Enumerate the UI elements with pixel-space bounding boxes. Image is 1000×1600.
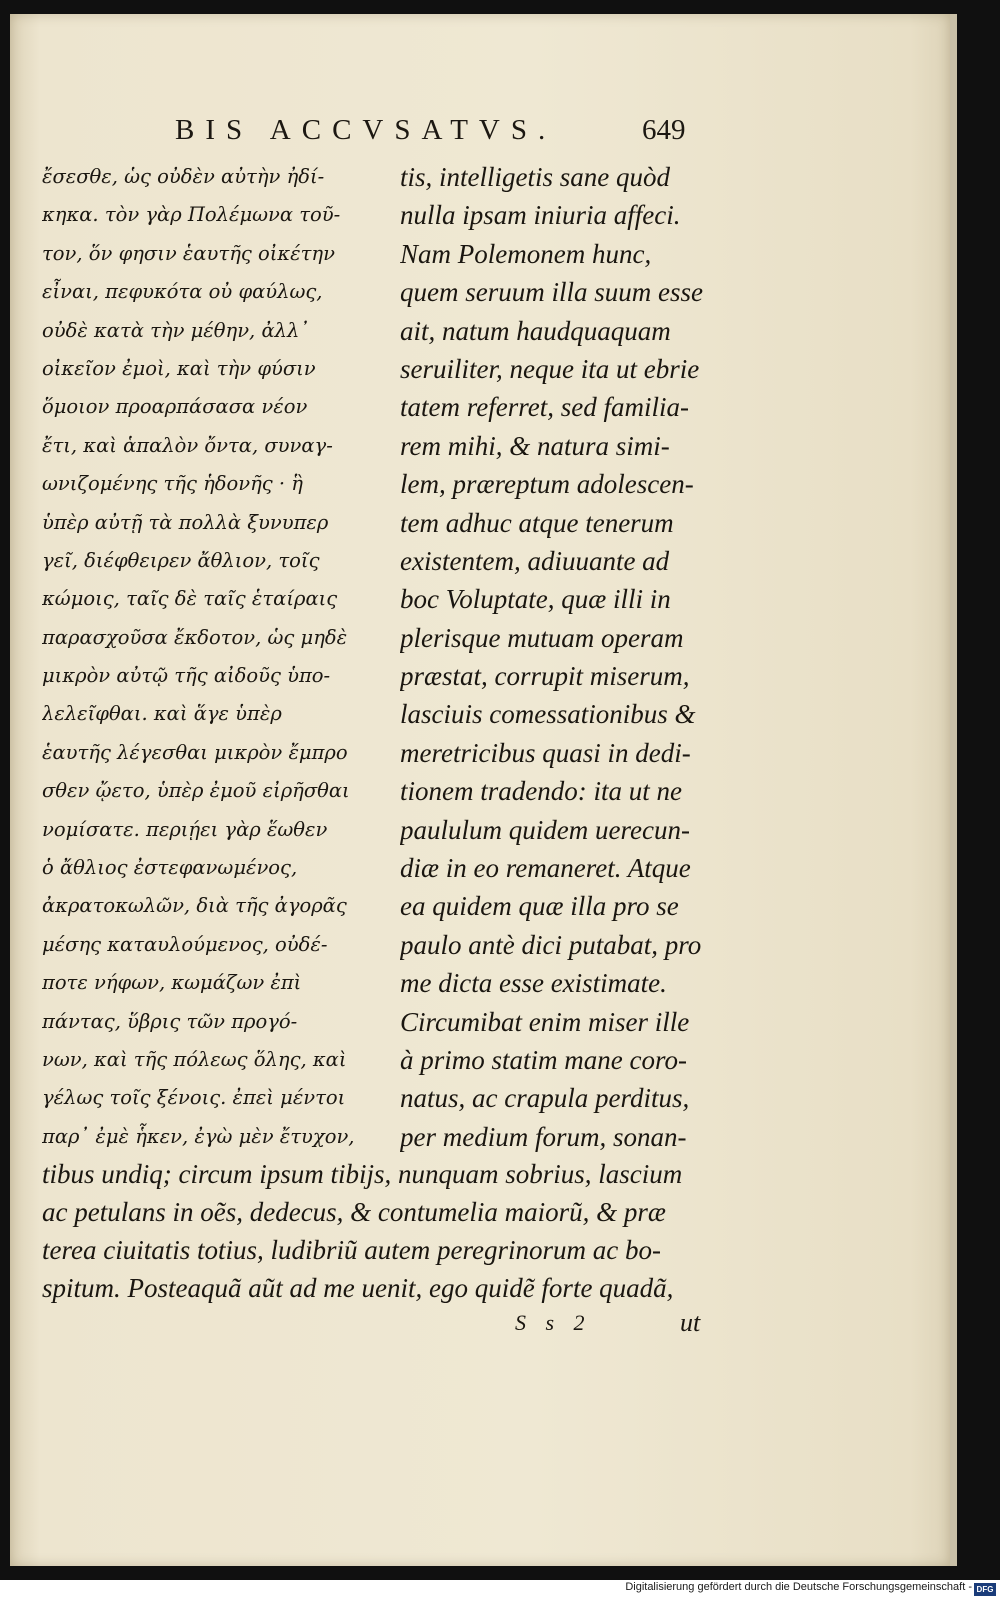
latin-text-line: lasciuis comessationibus & bbox=[400, 699, 696, 730]
latin-text-line: per medium forum, sonan- bbox=[400, 1121, 687, 1152]
full-width-text-line: ac petulans in oẽs, dedecus, & contumelia maiorũ, & præ bbox=[42, 1197, 666, 1227]
greek-text-line: ἔτι, καὶ ἁπαλὸν ὄντα, συναγ- bbox=[42, 433, 333, 457]
greek-text-line: ὑπὲρ αὐτῇ τὰ πολλὰ ξυνυπερ bbox=[42, 510, 329, 534]
greek-text-line: ποτε νήφων, κωμάζων ἐπὶ bbox=[42, 971, 302, 995]
greek-text-line: νων, καὶ τῆς πόλεως ὅλης, καὶ bbox=[42, 1047, 347, 1071]
greek-text-line: παρ᾽ ἐμὲ ἧκεν, ἐγὼ μὲν ἔτυχον, bbox=[42, 1124, 355, 1148]
signature-mark: S s 2 bbox=[515, 1310, 585, 1335]
latin-text-line: Nam Polemonem hunc, bbox=[400, 238, 652, 269]
latin-text-line: tem adhuc atque tenerum bbox=[400, 507, 674, 538]
latin-text-line: à primo statim mane coro- bbox=[400, 1044, 687, 1075]
greek-text-line: παρασχοῦσα ἔκδοτον, ὡς μηδὲ bbox=[42, 625, 348, 649]
page-edge bbox=[950, 14, 957, 1566]
greek-text-line: μέσης καταυλούμενος, οὐδέ- bbox=[42, 932, 328, 956]
dfg-logo-icon: DFG bbox=[974, 1583, 996, 1596]
greek-text-line: λελεῖφθαι. καὶ ἅγε ὑπὲρ bbox=[42, 702, 282, 726]
greek-text-line: μικρὸν αὐτῷ τῆς αἰδοῦς ὑπο- bbox=[42, 664, 331, 688]
latin-text-line: boc Voluptate, quæ illi in bbox=[400, 584, 671, 615]
latin-text-line: rem mihi, & natura simi- bbox=[400, 430, 670, 461]
page-number: 649 bbox=[642, 114, 686, 146]
greek-text-line: ὅμοιον προαρπάσασα νέον bbox=[42, 395, 308, 419]
latin-text-line: diæ in eo remaneret. Atque bbox=[400, 853, 691, 884]
greek-text-line: ἑαυτῆς λέγεσθαι μικρὸν ἔμπρο bbox=[42, 740, 348, 764]
latin-text-line: existentem, adiuuante ad bbox=[400, 545, 670, 576]
latin-text-line: natus, ac crapula perditus, bbox=[400, 1083, 690, 1114]
greek-text-line: εἶναι, πεφυκότα οὐ φαύλως, bbox=[42, 280, 323, 304]
latin-text-line: præstat, corrupit miserum, bbox=[400, 661, 690, 692]
latin-text-line: ea quidem quæ illa pro se bbox=[400, 891, 679, 922]
greek-text-line: ἔσεσθε, ὡς οὐδὲν αὐτὴν ἠδί- bbox=[42, 165, 325, 188]
latin-text-line: quem seruum illa suum esse bbox=[400, 277, 703, 308]
latin-text-line: nulla ipsam iniuria affeci. bbox=[400, 200, 681, 231]
greek-text-line: ὁ ἄθλιος ἐστεφανωμένος, bbox=[42, 856, 298, 880]
latin-text-line: me dicta esse existimate. bbox=[400, 968, 667, 999]
latin-text-line: tatem referret, sed familia- bbox=[400, 392, 689, 423]
greek-text-line: πάντας, ὕβρις τῶν προγό- bbox=[42, 1009, 298, 1033]
latin-text-line: tionem tradendo: ita ut ne bbox=[400, 776, 682, 807]
greek-text-line: ἀκρατοκωλῶν, διὰ τῆς ἀγορᾶς bbox=[42, 894, 347, 918]
greek-text-line: οὐδὲ κατὰ τὴν μέθην, ἀλλ᾽ bbox=[42, 318, 310, 342]
latin-text-line: lem, præreptum adolescen- bbox=[400, 469, 694, 500]
latin-text-line: paululum quidem uerecun- bbox=[400, 814, 690, 845]
latin-text-line: meretricibus quasi in dedi- bbox=[400, 737, 691, 768]
greek-text-column bbox=[42, 158, 382, 1156]
greek-text-line: ωνιζομένης τῆς ἡδονῆς · ἣ bbox=[42, 472, 303, 496]
latin-text-line: seruiliter, neque ita ut ebrie bbox=[400, 353, 700, 384]
greek-text-line: σθεν ᾤετο, ὑπὲρ ἐμοῦ εἰρῆσθαι bbox=[42, 779, 350, 803]
greek-text-line: οἰκεῖον ἐμοὶ, καὶ τὴν φύσιν bbox=[42, 356, 316, 380]
footer-credit: Digitalisierung gefördert durch die Deutsche Forschungsgemeinschaft - bbox=[625, 1581, 972, 1593]
full-width-text-line: tibus undiq; circum ipsum tibijs, nunquam sobrius, lascium bbox=[42, 1159, 683, 1189]
latin-text-line: plerisque mutuam operam bbox=[400, 622, 684, 653]
greek-text-line: κώμοις, ταῖς δὲ ταῖς ἑταίραις bbox=[42, 587, 338, 611]
greek-text-line: τον, ὅν φησιν ἑαυτῆς οἰκέτην bbox=[42, 241, 335, 265]
greek-text-line: νομίσατε. περιῄει γὰρ ἕωθεν bbox=[42, 817, 328, 841]
latin-text-column bbox=[400, 158, 725, 1156]
full-width-text-line: terea ciuitatis totius, ludibriũ autem peregrinorum ac bo- bbox=[42, 1235, 661, 1265]
full-width-text-block bbox=[42, 1155, 732, 1307]
greek-text-line: γεῖ, διέφθειρεν ἄθλιον, τοῖς bbox=[42, 548, 320, 572]
latin-text-line: Circumibat enim miser ille bbox=[400, 1006, 690, 1037]
catchword: ut bbox=[680, 1308, 701, 1337]
latin-text-line: paulo antè dici putabat, pro bbox=[400, 929, 702, 960]
greek-text-line: γέλως τοῖς ξένοις. ἐπεὶ μέντοι bbox=[42, 1086, 346, 1110]
latin-text-line: tis, intelligetis sane quòd bbox=[400, 162, 670, 192]
greek-text-line: κηκα. τὸν γὰρ Πολέμωνα τοῦ- bbox=[42, 203, 341, 227]
full-width-text-line: spitum. Posteaquã aũt ad me uenit, ego quidẽ forte quadã, bbox=[42, 1273, 674, 1303]
running-head: BIS ACCVSATVS. bbox=[175, 114, 557, 146]
latin-text-line: ait, natum haudquaquam bbox=[400, 315, 671, 346]
